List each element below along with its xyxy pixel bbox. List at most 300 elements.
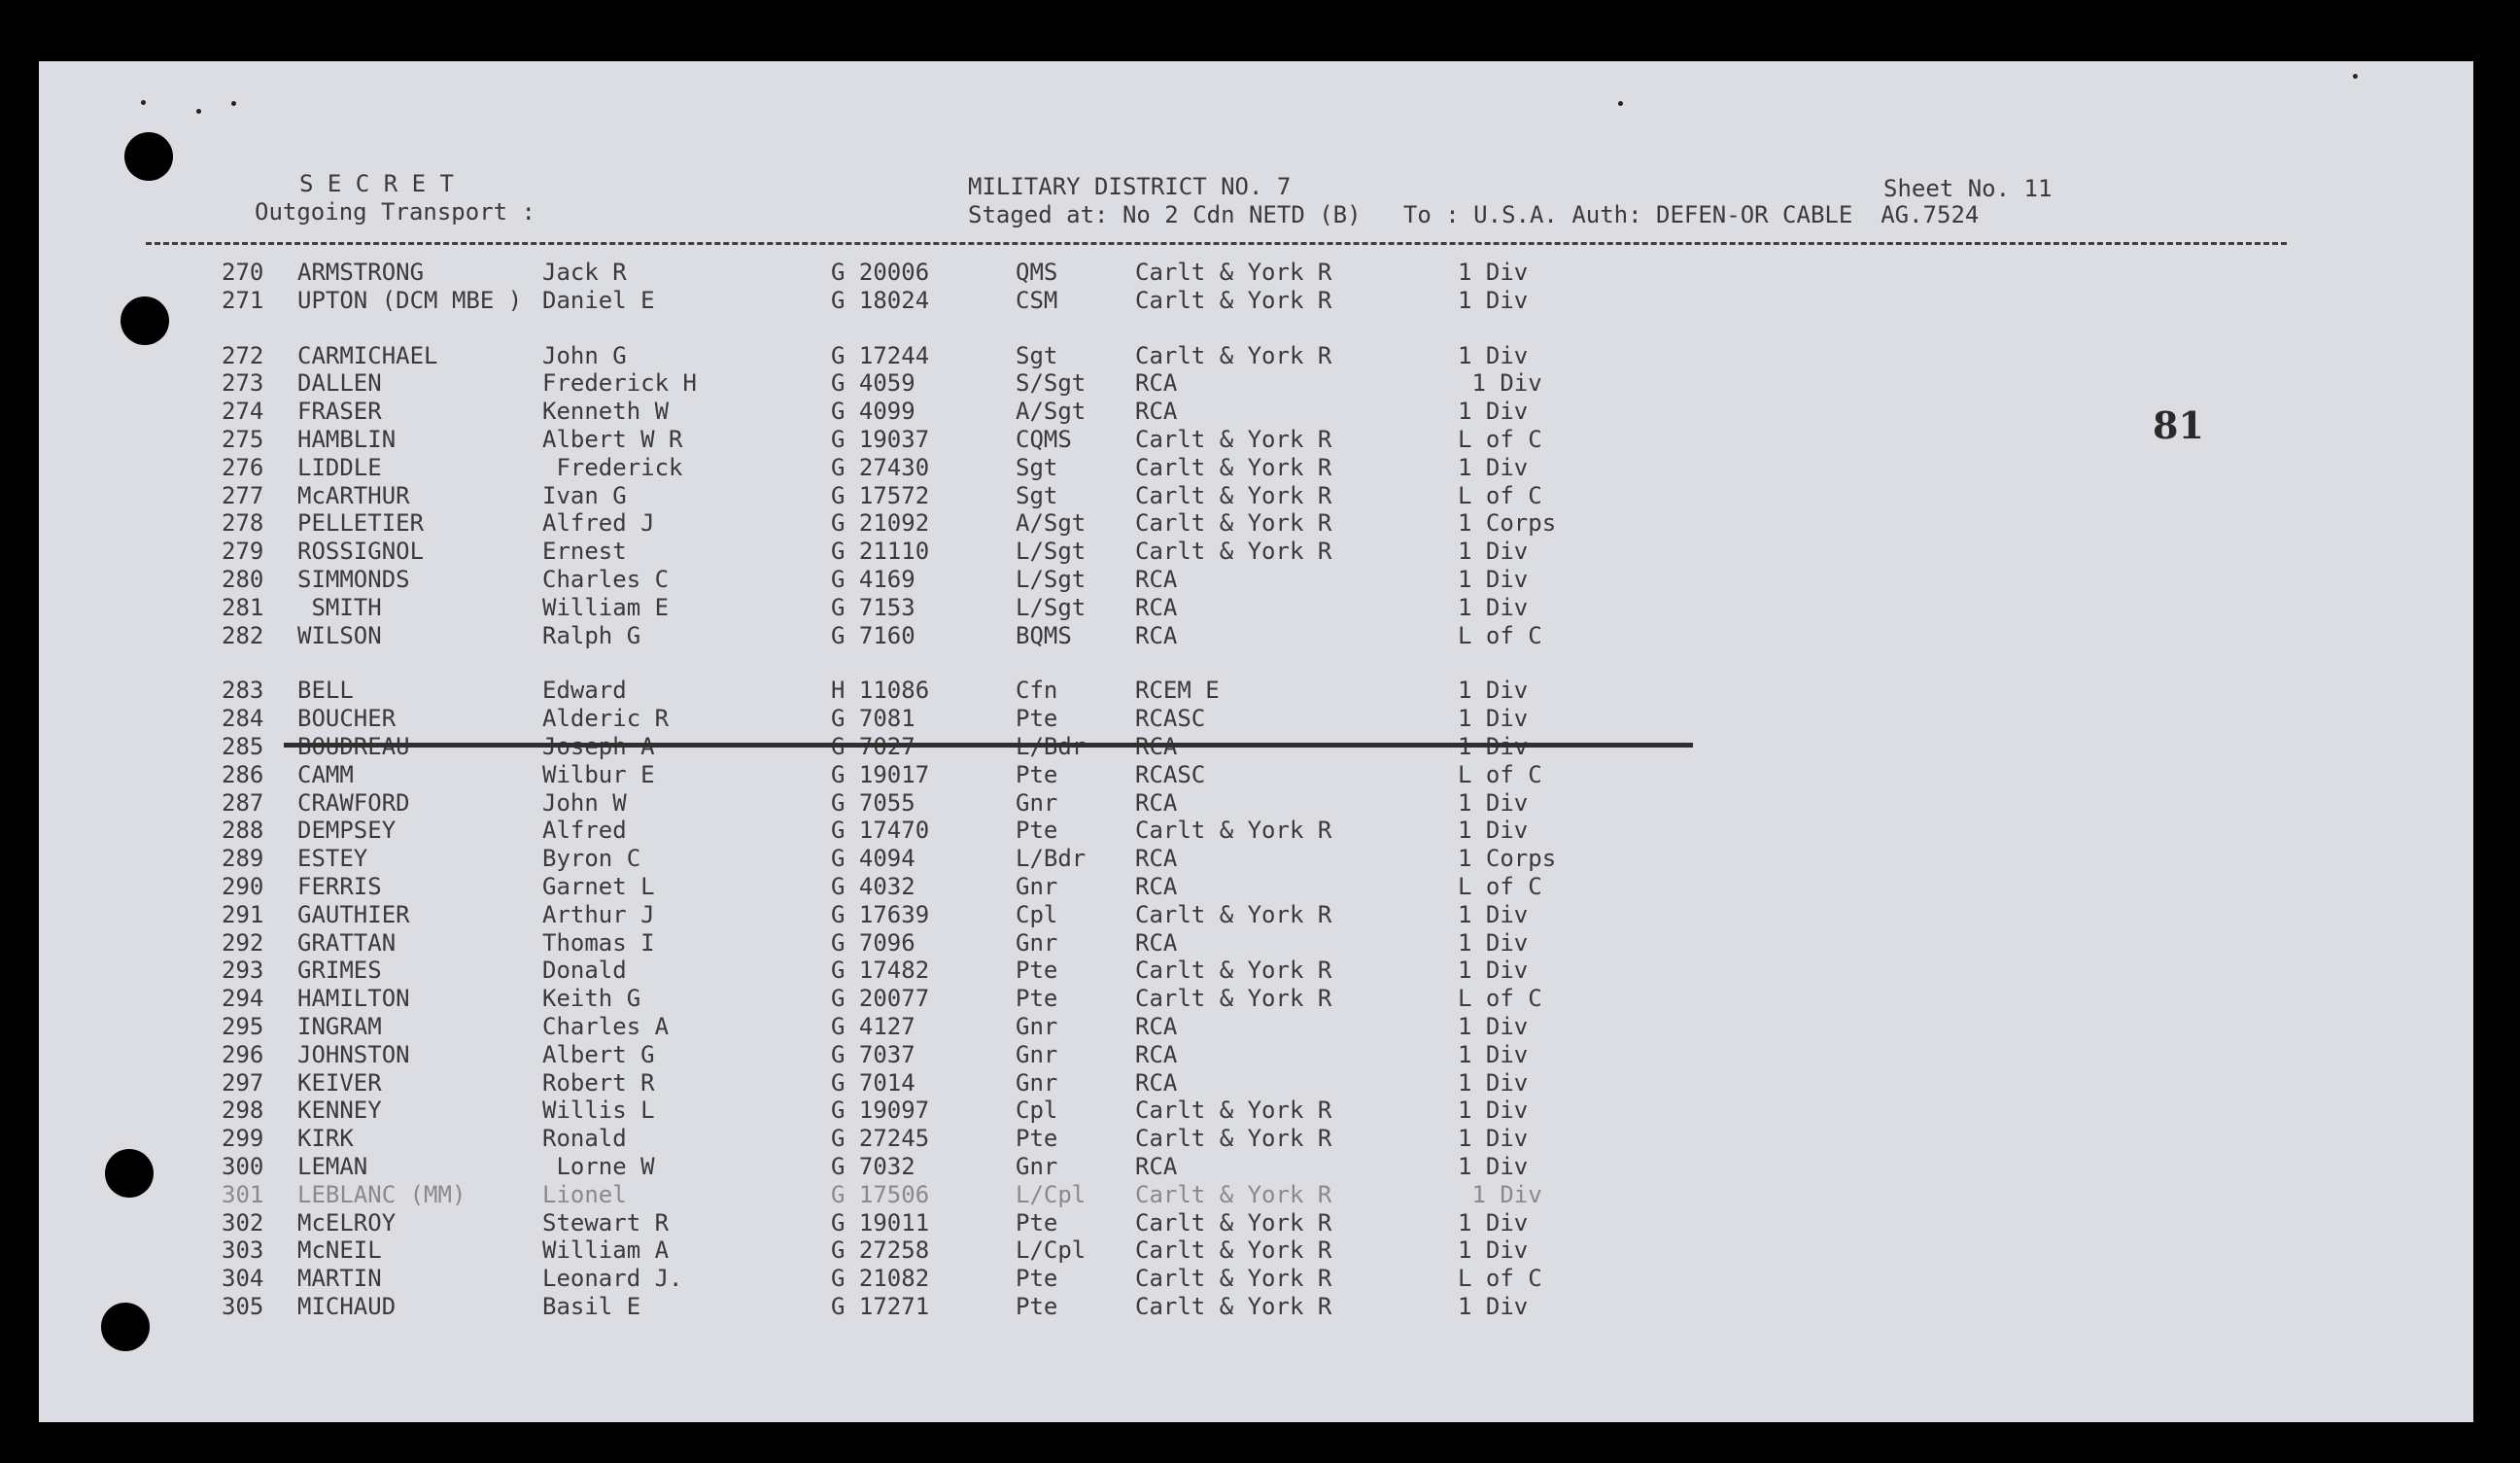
given-names: Stewart R (542, 1209, 670, 1237)
regimental-number: G 27258 (831, 1237, 930, 1264)
row-number: 287 (222, 789, 264, 817)
rank: Pte (1016, 705, 1058, 732)
surname: DALLEN (297, 369, 382, 397)
surname: GRATTAN (297, 929, 397, 957)
row-number: 270 (222, 259, 264, 286)
staging-line: Staged at: No 2 Cdn NETD (B) To : U.S.A. Auth: DEFEN-OR CABLE AG.7524 (968, 201, 1980, 228)
rank: Gnr (1016, 1041, 1058, 1068)
given-names: Wilbur E (542, 761, 655, 788)
surname: HAMILTON (297, 985, 410, 1012)
rank: Pte (1016, 957, 1058, 984)
regimental-number: H 11086 (831, 677, 930, 704)
unit: Carlt & York R (1135, 482, 1332, 509)
row-number: 289 (222, 845, 264, 872)
unit: Carlt & York R (1135, 426, 1332, 453)
rank: Gnr (1016, 1069, 1058, 1097)
row-number: 298 (222, 1097, 264, 1124)
given-names: Ronald (542, 1125, 627, 1152)
row-number: 300 (222, 1153, 264, 1180)
unit: Carlt & York R (1135, 1293, 1332, 1320)
given-names: Joseph A (542, 733, 655, 760)
row-number: 303 (222, 1237, 264, 1264)
formation: L of C (1458, 873, 1542, 900)
formation: 1 Div (1458, 566, 1529, 593)
row-number: 271 (222, 287, 264, 314)
list-item (0, 1125, 2520, 1153)
unit: RCA (1135, 929, 1178, 957)
rank: Pte (1016, 1209, 1058, 1237)
row-number: 273 (222, 369, 264, 397)
list-item (0, 342, 2520, 370)
surname: LIDDLE (297, 454, 382, 481)
formation: 1 Div (1458, 789, 1529, 817)
unit: RCA (1135, 622, 1178, 649)
surname: KIRK (297, 1125, 354, 1152)
given-names: Willis L (542, 1097, 655, 1124)
list-item (0, 454, 2520, 482)
row-number: 278 (222, 509, 264, 537)
row-number: 295 (222, 1013, 264, 1040)
list-item (0, 287, 2520, 315)
list-item (0, 1265, 2520, 1293)
rank: Pte (1016, 817, 1058, 844)
given-names: Arthur J (542, 901, 655, 928)
list-item (0, 1293, 2520, 1321)
surname: McARTHUR (297, 482, 410, 509)
unit: Carlt & York R (1135, 1209, 1332, 1237)
formation: 1 Div (1458, 398, 1529, 425)
surname: SIMMONDS (297, 566, 410, 593)
surname: ROSSIGNOL (297, 538, 425, 565)
regimental-number: G 17572 (831, 482, 930, 509)
list-item (0, 426, 2520, 454)
rank: L/Cpl (1016, 1237, 1087, 1264)
list-item (0, 1069, 2520, 1097)
surname: ESTEY (297, 845, 368, 872)
header-rule (146, 242, 2287, 245)
rank: A/Sgt (1016, 509, 1087, 537)
row-number: 305 (222, 1293, 264, 1320)
regimental-number: G 7055 (831, 789, 915, 817)
rank: Sgt (1016, 454, 1058, 481)
speck (231, 101, 236, 106)
sheet-number: Sheet No. 11 (1883, 175, 2053, 202)
row-number: 277 (222, 482, 264, 509)
row-number: 293 (222, 957, 264, 984)
formation: 1 Div (1458, 1069, 1529, 1097)
transport-label: Outgoing Transport : (255, 198, 535, 226)
list-item (0, 705, 2520, 733)
list-item (0, 1237, 2520, 1265)
formation: 1 Div (1458, 1293, 1529, 1320)
regimental-number: G 17271 (831, 1293, 930, 1320)
formation: 1 Div (1458, 369, 1542, 397)
unit: Carlt & York R (1135, 1097, 1332, 1124)
unit: RCA (1135, 369, 1178, 397)
formation: 1 Div (1458, 1125, 1529, 1152)
rank: CQMS (1016, 426, 1072, 453)
rank: L/Cpl (1016, 1181, 1087, 1208)
unit: RCA (1135, 845, 1178, 872)
unit: RCA (1135, 594, 1178, 621)
regimental-number: G 4059 (831, 369, 915, 397)
rank: Gnr (1016, 873, 1058, 900)
unit: RCA (1135, 733, 1178, 760)
list-item (0, 1041, 2520, 1069)
given-names: John G (542, 342, 627, 369)
speck (141, 100, 146, 105)
formation: 1 Div (1458, 538, 1529, 565)
unit: Carlt & York R (1135, 454, 1332, 481)
unit: Carlt & York R (1135, 901, 1332, 928)
list-item (0, 677, 2520, 705)
formation: 1 Div (1458, 287, 1529, 314)
speck (1618, 101, 1623, 106)
regimental-number: G 4127 (831, 1013, 915, 1040)
speck (196, 109, 201, 114)
unit: Carlt & York R (1135, 342, 1332, 369)
list-item (0, 482, 2520, 510)
given-names: Edward (542, 677, 627, 704)
unit: RCASC (1135, 761, 1206, 788)
regimental-number: G 21110 (831, 538, 930, 565)
rank: Gnr (1016, 789, 1058, 817)
formation: L of C (1458, 985, 1542, 1012)
formation: 1 Div (1458, 929, 1529, 957)
given-names: John W (542, 789, 627, 817)
surname: UPTON (DCM MBE ) (297, 287, 523, 314)
surname: CAMM (297, 761, 354, 788)
surname: DEMPSEY (297, 817, 397, 844)
unit: Carlt & York R (1135, 1265, 1332, 1292)
regimental-number: G 4094 (831, 845, 915, 872)
formation: L of C (1458, 622, 1542, 649)
row-number: 291 (222, 901, 264, 928)
given-names: Alfred (542, 817, 627, 844)
list-item (0, 1097, 2520, 1125)
row-number: 286 (222, 761, 264, 788)
surname: INGRAM (297, 1013, 382, 1040)
list-item (0, 622, 2520, 650)
surname: GAUTHIER (297, 901, 410, 928)
rank: Gnr (1016, 929, 1058, 957)
regimental-number: G 4169 (831, 566, 915, 593)
formation: 1 Div (1458, 1181, 1542, 1208)
formation: 1 Corps (1458, 509, 1557, 537)
formation: 1 Div (1458, 1237, 1529, 1264)
list-item (0, 957, 2520, 985)
regimental-number: G 21092 (831, 509, 930, 537)
rank: Pte (1016, 985, 1058, 1012)
unit: Carlt & York R (1135, 1125, 1332, 1152)
row-number: 272 (222, 342, 264, 369)
regimental-number: G 17244 (831, 342, 930, 369)
unit: Carlt & York R (1135, 1181, 1332, 1208)
formation: 1 Div (1458, 1153, 1529, 1180)
formation: 1 Div (1458, 259, 1529, 286)
formation: L of C (1458, 426, 1542, 453)
rank: BQMS (1016, 622, 1072, 649)
unit: RCA (1135, 789, 1178, 817)
given-names: Lorne W (542, 1153, 655, 1180)
formation: 1 Div (1458, 705, 1529, 732)
unit: Carlt & York R (1135, 287, 1332, 314)
rank: Gnr (1016, 1153, 1058, 1180)
regimental-number: G 7096 (831, 929, 915, 957)
formation: L of C (1458, 482, 1542, 509)
rank: L/Bdr (1016, 845, 1087, 872)
page-number: 81 (2153, 403, 2204, 447)
regimental-number: G 19037 (831, 426, 930, 453)
surname: WILSON (297, 622, 382, 649)
formation: 1 Div (1458, 1013, 1529, 1040)
unit: RCASC (1135, 705, 1206, 732)
row-number: 283 (222, 677, 264, 704)
given-names: Frederick H (542, 369, 697, 397)
row-number: 299 (222, 1125, 264, 1152)
regimental-number: G 27245 (831, 1125, 930, 1152)
list-item (0, 538, 2520, 566)
given-names: Ivan G (542, 482, 627, 509)
given-names: William A (542, 1237, 670, 1264)
rank: L/Sgt (1016, 594, 1087, 621)
rank: L/Bdr (1016, 733, 1087, 760)
formation: 1 Div (1458, 677, 1529, 704)
given-names: Lionel (542, 1181, 627, 1208)
list-item (0, 566, 2520, 594)
regimental-number: G 17639 (831, 901, 930, 928)
unit: Carlt & York R (1135, 509, 1332, 537)
rank: Pte (1016, 1265, 1058, 1292)
given-names: Albert G (542, 1041, 655, 1068)
formation: 1 Div (1458, 1041, 1529, 1068)
given-names: Charles A (542, 1013, 670, 1040)
regimental-number: G 7160 (831, 622, 915, 649)
unit: Carlt & York R (1135, 538, 1332, 565)
given-names: Ralph G (542, 622, 641, 649)
list-item (0, 398, 2520, 426)
regimental-number: G 7027 (831, 733, 915, 760)
rank: A/Sgt (1016, 398, 1087, 425)
row-number: 294 (222, 985, 264, 1012)
list-item (0, 259, 2520, 287)
formation: 1 Div (1458, 733, 1529, 760)
given-names: Ernest (542, 538, 627, 565)
surname: CARMICHAEL (297, 342, 438, 369)
unit: Carlt & York R (1135, 985, 1332, 1012)
surname: LEMAN (297, 1153, 368, 1180)
list-item (0, 1013, 2520, 1041)
rank: L/Sgt (1016, 566, 1087, 593)
strikethrough-line (284, 743, 1693, 748)
row-number: 284 (222, 705, 264, 732)
row-number: 302 (222, 1209, 264, 1237)
surname: BOUCHER (297, 705, 397, 732)
row-number: 301 (222, 1181, 264, 1208)
list-item (0, 509, 2520, 538)
list-item (0, 929, 2520, 958)
surname: BELL (297, 677, 354, 704)
surname: CRAWFORD (297, 789, 410, 817)
given-names: Frederick (542, 454, 683, 481)
regimental-number: G 19097 (831, 1097, 930, 1124)
row-number: 275 (222, 426, 264, 453)
given-names: Garnet L (542, 873, 655, 900)
punch-hole (124, 132, 173, 181)
formation: 1 Div (1458, 594, 1529, 621)
formation: 1 Div (1458, 957, 1529, 984)
formation: 1 Div (1458, 901, 1529, 928)
given-names: Alderic R (542, 705, 670, 732)
list-item (0, 817, 2520, 845)
list-item (0, 789, 2520, 818)
surname: KEIVER (297, 1069, 382, 1097)
list-item (0, 845, 2520, 873)
unit: Carlt & York R (1135, 817, 1332, 844)
regimental-number: G 4099 (831, 398, 915, 425)
regimental-number: G 19011 (831, 1209, 930, 1237)
rank: L/Sgt (1016, 538, 1087, 565)
surname: FERRIS (297, 873, 382, 900)
rank: Sgt (1016, 342, 1058, 369)
row-number: 281 (222, 594, 264, 621)
list-item (0, 985, 2520, 1013)
list-item (0, 1181, 2520, 1209)
secret-label: S E C R E T (299, 170, 454, 197)
given-names: Byron C (542, 845, 641, 872)
surname: BOUDREAU (297, 733, 410, 760)
row-number: 274 (222, 398, 264, 425)
row-number: 296 (222, 1041, 264, 1068)
rank: Pte (1016, 1293, 1058, 1320)
given-names: Alfred J (542, 509, 655, 537)
district-title: MILITARY DISTRICT NO. 7 (968, 173, 1292, 200)
surname: McNEIL (297, 1237, 382, 1264)
given-names: Keith G (542, 985, 641, 1012)
unit: RCA (1135, 566, 1178, 593)
surname: LEBLANC (MM) (297, 1181, 466, 1208)
rank: Gnr (1016, 1013, 1058, 1040)
regimental-number: G 17482 (831, 957, 930, 984)
unit: RCEM E (1135, 677, 1220, 704)
rank: Sgt (1016, 482, 1058, 509)
row-number: 290 (222, 873, 264, 900)
list-item (0, 1153, 2520, 1181)
formation: 1 Div (1458, 817, 1529, 844)
surname: GRIMES (297, 957, 382, 984)
row-number: 276 (222, 454, 264, 481)
rank: Cfn (1016, 677, 1058, 704)
regimental-number: G 17470 (831, 817, 930, 844)
surname: McELROY (297, 1209, 397, 1237)
regimental-number: G 20077 (831, 985, 930, 1012)
speck (2353, 74, 2358, 79)
given-names: Jack R (542, 259, 627, 286)
surname: SMITH (297, 594, 382, 621)
surname: KENNEY (297, 1097, 382, 1124)
regimental-number: G 7037 (831, 1041, 915, 1068)
list-item (0, 901, 2520, 929)
row-number: 285 (222, 733, 264, 760)
regimental-number: G 17506 (831, 1181, 930, 1208)
surname: MARTIN (297, 1265, 382, 1292)
regimental-number: G 27430 (831, 454, 930, 481)
regimental-number: G 7081 (831, 705, 915, 732)
given-names: William E (542, 594, 670, 621)
rank: Pte (1016, 1125, 1058, 1152)
unit: RCA (1135, 1153, 1178, 1180)
regimental-number: G 4032 (831, 873, 915, 900)
given-names: Charles C (542, 566, 670, 593)
list-item (0, 873, 2520, 901)
surname: FRASER (297, 398, 382, 425)
formation: 1 Corps (1458, 845, 1557, 872)
unit: RCA (1135, 1069, 1178, 1097)
given-names: Robert R (542, 1069, 655, 1097)
surname: PELLETIER (297, 509, 425, 537)
formation: L of C (1458, 761, 1542, 788)
rank: Cpl (1016, 1097, 1058, 1124)
formation: 1 Div (1458, 342, 1529, 369)
rank: QMS (1016, 259, 1058, 286)
list-item (0, 761, 2520, 789)
formation: L of C (1458, 1265, 1542, 1292)
list-item (0, 1209, 2520, 1237)
regimental-number: G 21082 (831, 1265, 930, 1292)
regimental-number: G 7032 (831, 1153, 915, 1180)
rank: CSM (1016, 287, 1058, 314)
list-item (0, 594, 2520, 622)
rank: Pte (1016, 761, 1058, 788)
surname: ARMSTRONG (297, 259, 425, 286)
unit: RCA (1135, 1041, 1178, 1068)
regimental-number: G 7153 (831, 594, 915, 621)
formation: 1 Div (1458, 1097, 1529, 1124)
row-number: 280 (222, 566, 264, 593)
formation: 1 Div (1458, 454, 1529, 481)
regimental-number: G 20006 (831, 259, 930, 286)
row-number: 282 (222, 622, 264, 649)
regimental-number: G 19017 (831, 761, 930, 788)
row-number: 292 (222, 929, 264, 957)
given-names: Donald (542, 957, 627, 984)
regimental-number: G 7014 (831, 1069, 915, 1097)
given-names: Basil E (542, 1293, 641, 1320)
row-number: 279 (222, 538, 264, 565)
row-number: 297 (222, 1069, 264, 1097)
rank: S/Sgt (1016, 369, 1087, 397)
regimental-number: G 18024 (831, 287, 930, 314)
given-names: Thomas I (542, 929, 655, 957)
rank: Cpl (1016, 901, 1058, 928)
given-names: Leonard J. (542, 1265, 683, 1292)
formation: 1 Div (1458, 1209, 1529, 1237)
list-item (0, 369, 2520, 398)
unit: Carlt & York R (1135, 1237, 1332, 1264)
surname: HAMBLIN (297, 426, 397, 453)
unit: RCA (1135, 873, 1178, 900)
given-names: Kenneth W (542, 398, 670, 425)
surname: JOHNSTON (297, 1041, 410, 1068)
unit: Carlt & York R (1135, 957, 1332, 984)
unit: RCA (1135, 398, 1178, 425)
surname: MICHAUD (297, 1293, 397, 1320)
row-number: 288 (222, 817, 264, 844)
unit: Carlt & York R (1135, 259, 1332, 286)
unit: RCA (1135, 1013, 1178, 1040)
given-names: Daniel E (542, 287, 655, 314)
given-names: Albert W R (542, 426, 683, 453)
